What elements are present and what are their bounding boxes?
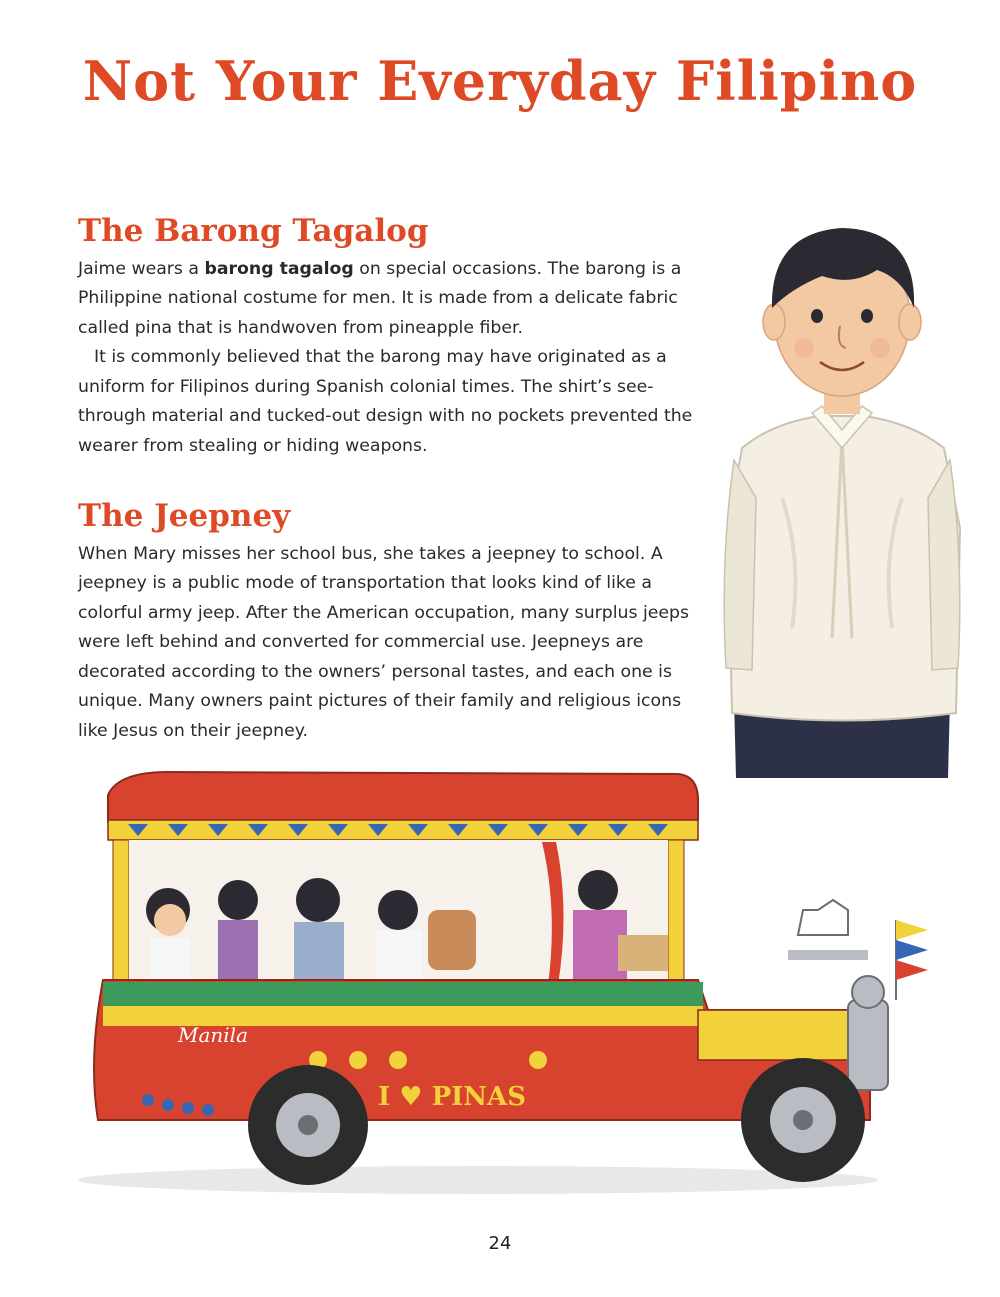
section-heading-jeepney: The Jeepney bbox=[78, 498, 291, 534]
barong-p1-end: on special occasions. The barong is a Philippine national costume for men. It is made from a delicate fabric called pina that is handwoven from pineapple fiber. bbox=[78, 258, 682, 338]
jeepney-sign-i-love-pinas: I ♥ PINAS bbox=[378, 1082, 527, 1112]
section-jeepney bbox=[78, 497, 708, 746]
jeepney-paragraph-1: When Mary misses her school bus, she takes a jeepney to school. A jeepney is a public mode of transportation that looks kind of like a colorful army jeep. After the American occupation, many surplus jeeps were left behind and converted for commercial use. Jeepneys are decorated according to the owners’ personal tastes, and each one is unique. Many owners paint pictures of their family and religious icons like Jesus on their jeepney. bbox=[78, 543, 690, 741]
barong-paragraph-2: It is commonly believed that the barong may have originated as a uniform for Filipinos during Spanish colonial times. The shirt’s see-through material and tucked-out design with no pockets prevented the wearer from stealing or hiding weapons. bbox=[78, 347, 693, 456]
section-heading-barong: The Barong Tagalog bbox=[78, 213, 429, 249]
boy-in-barong-illustration bbox=[712, 198, 972, 778]
jeepney-illustration bbox=[58, 760, 958, 1210]
jeepney-sign-manila: Manila bbox=[178, 1023, 248, 1047]
barong-p1-start: Jaime wears a bbox=[78, 258, 205, 279]
section-barong-tagalog bbox=[78, 212, 708, 461]
barong-paragraph-1 bbox=[78, 255, 708, 344]
page-number: 24 bbox=[488, 1233, 512, 1254]
barong-term: barong tagalog bbox=[204, 258, 354, 279]
page-title: Not Your Everyday Filipino bbox=[82, 49, 918, 113]
